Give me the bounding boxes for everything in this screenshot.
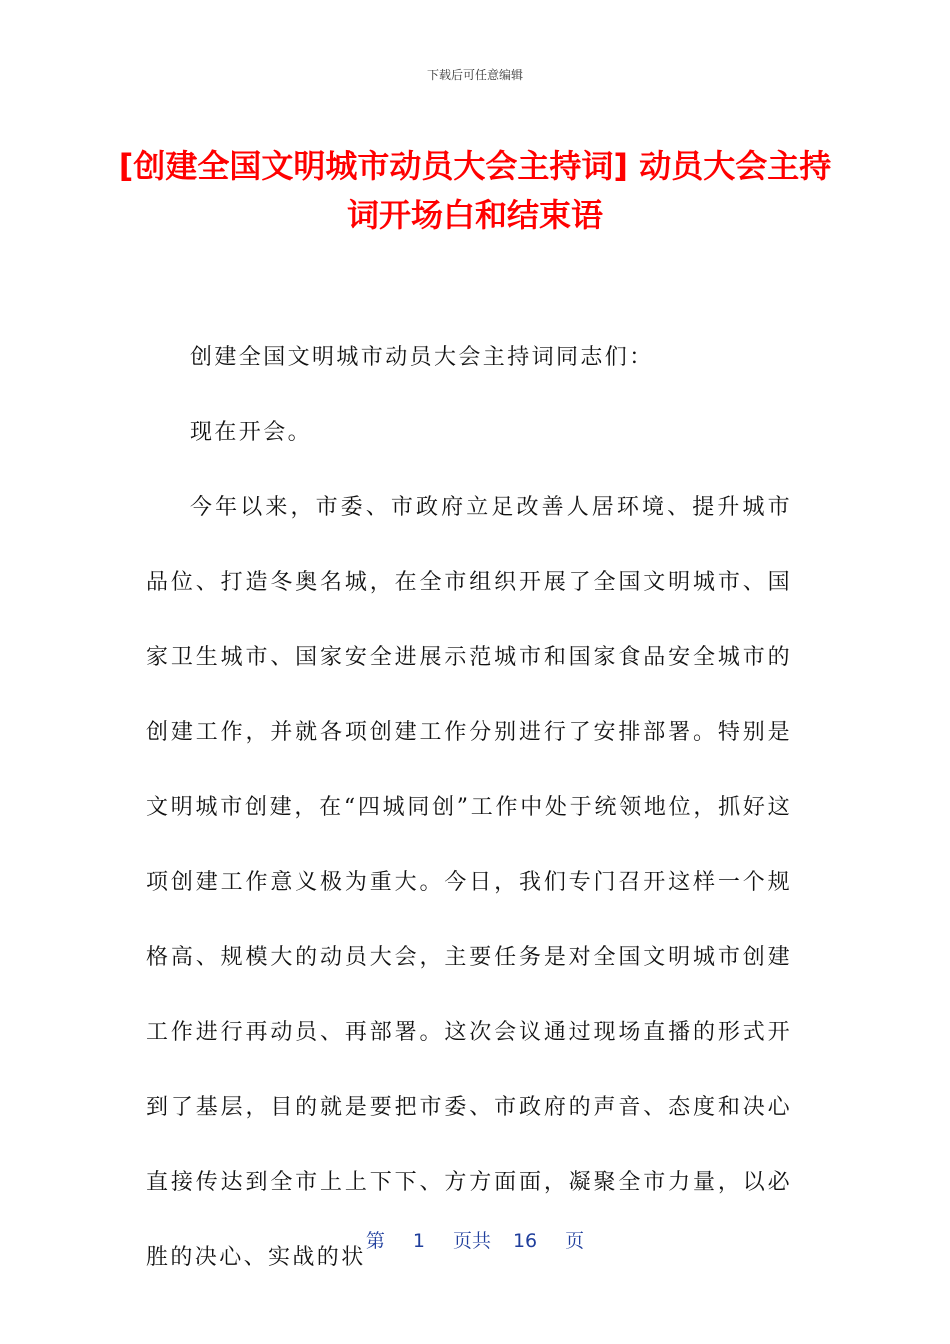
header-note: 下载后可任意编辑	[426, 68, 523, 82]
paragraph: 现在开会。	[190, 420, 313, 445]
footer-total-pages: 16	[512, 1230, 538, 1252]
paragraph: 今年以来，市委、市政府立足改善人居环境、提升城市品位、打造冬奥名城，在全市组织开展了全国文明城市、国家卫生城市、国家安全进展示范城市和国家食品安全城市的创建工作，并就各项创建工作分别进行了安排部署。特别是文明城市创建，在“四城同创”工作中处于统领地位，抓好这项创建工作意义极为重大。今日，我们专门召开这样一个规格高、规模大的动员大会，主要任务是对全国文明城市创建工作进行再动员、再部署。这次会议通过现场直播的形式开到了基层，目的就是要把市委、市政府的声音、态度和决心直接传达到全市上上下下、方方面面，凝聚全市力量，以必胜的决心、实战的状	[146, 495, 792, 1270]
footer-middle: 页共	[452, 1230, 491, 1252]
document-title: [创建全国文明城市动员大会主持词] 动员大会主持词开场白和结束语	[118, 147, 832, 234]
footer-current-page: 1	[412, 1230, 425, 1252]
footer-prefix: 第	[365, 1230, 385, 1252]
paragraph: 创建全国文明城市动员大会主持词同志们：	[190, 345, 654, 370]
footer-suffix: 页	[565, 1230, 585, 1252]
document-body	[146, 320, 792, 1295]
page-footer	[0, 1226, 950, 1253]
